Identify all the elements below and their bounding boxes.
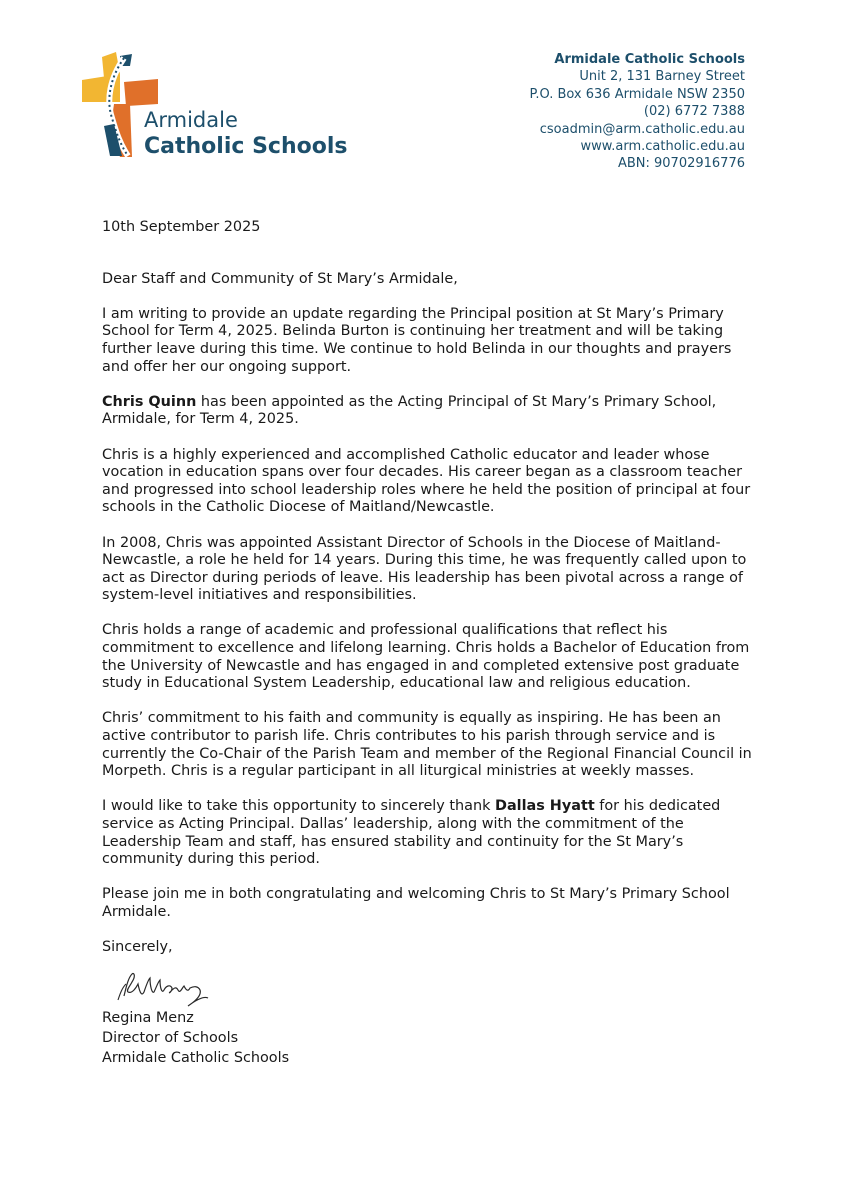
letterhead-address [530,51,745,173]
paragraph-8: Please join me in both congratulating and welcoming Chris to St Mary’s Primary School Armidale. [102,886,730,920]
paragraph-7-lead: I would like to take this opportunity to sincerely thank [102,798,495,815]
paragraph-1: I am writing to provide an update regarding the Principal position at St Mary’s Primary School for Term 4, 2025. Belinda Burton is continuing her treatment and will be taking further leave during this time. We continue to hold Belinda in our thoughts and prayers and offer her our ongoing support. [102,305,732,375]
email-address: csoadmin@arm.catholic.edu.au [539,121,745,137]
logo-wordmark-line1: Armidale [144,108,238,132]
school-logo [80,52,370,162]
website-url: www.arm.catholic.edu.au [580,139,745,155]
logo-wordmark-line2: Catholic Schools [144,134,348,159]
paragraph-5: Chris holds a range of academic and professional qualifications that reflect his commitment to excellence and lifelong learning. Chris holds a Bachelor of Education from the University of Newcastle and has engaged in and completed extensive post graduate study in Educational System Leadership, educational law and religious education. [102,622,750,692]
paragraph-3: Chris is a highly experienced and accomplished Catholic educator and leader whose vocation in education spans over four decades. His career began as a classroom teacher and progressed into school leadership roles where he held the position of principal at four schools in the Catholic Diocese of Maitland/Newcastle. [102,446,751,516]
org-name: Armidale Catholic Schools [554,52,745,67]
postal-address: P.O. Box 636 Armidale NSW 2350 [529,86,745,102]
street-address: Unit 2, 131 Barney Street [579,69,745,85]
thanked-name: Dallas Hyatt [495,798,595,815]
salutation: Dear Staff and Community of St Mary’s Armidale, [102,270,458,287]
paragraph-7-text: for his dedicated service as Acting Principal. Dallas’ leadership, along with the commitment of the Leadership Team and staff, has ensured stability and continuity for the St Mary’s community during this period. [102,798,721,868]
appointee-name: Chris Quinn [102,393,197,410]
paragraph-2 [102,394,752,429]
phone-number: (02) 6772 7388 [643,104,745,120]
paragraph-7 [102,798,752,868]
signer-organisation: Armidale Catholic Schools [102,1050,290,1066]
signer-title: Director of Schools [102,1030,239,1046]
signature-block [102,1008,289,1068]
paragraph-4: In 2008, Chris was appointed Assistant Director of Schools in the Diocese of Maitland-Newcastle, a role he held for 14 years. During this time, he was frequently called upon to act as Director during periods of leave. His leadership has been pivotal across a range of system-level initiatives and responsibilities. [102,534,747,604]
closing: Sincerely, [102,939,173,956]
paragraph-6: Chris’ commitment to his faith and community is equally as inspiring. He has been an active contributor to parish life. Chris contributes to his parish through service and is currently the Co-Chair of the Parish Team and member of the Regional Financial Council in Morpeth. Chris is a regular participant in all liturgical ministries at weekly masses. [102,710,752,780]
signer-name: Regina Menz [102,1010,194,1026]
letter-date: 10th September 2025 [102,219,261,235]
paragraph-2-text: has been appointed as the Acting Principal of St Mary’s Primary School, Armidale, for Term 4, 2025. [102,393,717,428]
abn-number: ABN: 90702916776 [617,156,745,172]
letter-body [102,219,752,974]
